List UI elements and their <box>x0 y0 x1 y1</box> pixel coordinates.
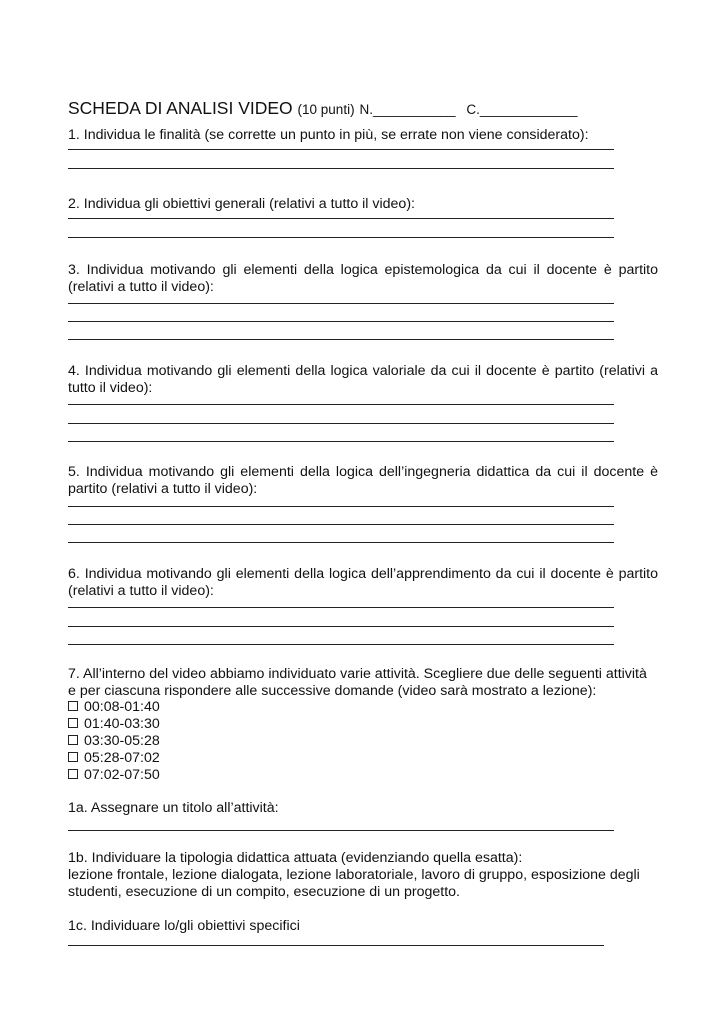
answer-line[interactable] <box>68 339 614 340</box>
didactic-type-options: lezione frontale, lezione dialogata, lezione laboratoriale, lavoro di gruppo, esposizione degli studenti, esecuzione di un compito, esecuzione di un progetto. <box>68 867 640 900</box>
question-6: 6. Individua motivando gli elementi della logica dell’apprendimento da cui il docente è partito (relativi a tutto il video): <box>68 566 658 599</box>
answer-line[interactable] <box>68 945 604 946</box>
answer-line[interactable] <box>68 321 614 322</box>
time-option-checkbox[interactable]: 00:08-01:40 <box>68 699 658 716</box>
answer-line[interactable] <box>68 168 614 169</box>
checkbox-icon[interactable] <box>68 701 78 711</box>
question-5: 5. Individua motivando gli elementi della logica dell’ingegneria didattica da cui il docente è partito (relativi a tutto il video): <box>68 464 658 497</box>
checkbox-icon[interactable] <box>68 735 78 745</box>
time-option-checkbox[interactable]: 05:28-07:02 <box>68 750 658 767</box>
worksheet-title <box>68 100 658 118</box>
c-field: C._____________ <box>466 102 578 117</box>
question-1: 1. Individua le finalità (se corrette un punto in più, se errate non viene considerato): <box>68 127 589 143</box>
question-4: 4. Individua motivando gli elementi della logica valoriale da cui il docente è partito (relativi a tutto il video): <box>68 363 658 396</box>
answer-line[interactable] <box>68 506 614 507</box>
sub-question-1b: 1b. Individuare la tipologia didattica attuata (evidenziando quella esatta): <box>68 850 523 866</box>
time-option-checkbox[interactable]: 07:02-07:50 <box>68 767 658 784</box>
answer-line[interactable] <box>68 830 614 831</box>
points-label: (10 punti) <box>297 102 355 117</box>
checkbox-icon[interactable] <box>68 769 78 779</box>
answer-line[interactable] <box>68 149 614 150</box>
answer-line[interactable] <box>68 404 614 405</box>
answer-line[interactable] <box>68 303 614 304</box>
question-3: 3. Individua motivando gli elementi della logica epistemologica da cui il docente è partito (relativi a tutto il video): <box>68 262 658 295</box>
title-text: SCHEDA DI ANALISI VIDEO <box>68 98 293 118</box>
question-2: 2. Individua gli obiettivi generali (relativi a tutto il video): <box>68 196 415 212</box>
sub-question-1a: 1a. Assegnare un titolo all’attività: <box>68 800 279 816</box>
answer-line[interactable] <box>68 644 614 645</box>
time-option-checkbox[interactable]: 03:30-05:28 <box>68 733 658 750</box>
checkbox-icon[interactable] <box>68 718 78 728</box>
time-option-checkbox[interactable]: 01:40-03:30 <box>68 716 658 733</box>
answer-line[interactable] <box>68 626 614 627</box>
n-field: N.___________ <box>359 102 456 117</box>
question-7: 7. All’interno del video abbiamo individuato varie attività. Scegliere due delle seguenti attività e per ciascuna rispondere alle successive domande (video sarà mostrato a lezione): <box>68 666 647 699</box>
answer-line[interactable] <box>68 441 614 442</box>
answer-line[interactable] <box>68 542 614 543</box>
answer-line[interactable] <box>68 607 614 608</box>
checkbox-icon[interactable] <box>68 752 78 762</box>
time-options-list <box>68 699 658 784</box>
answer-line[interactable] <box>68 237 614 238</box>
sub-question-1c: 1c. Individuare lo/gli obiettivi specifici <box>68 918 300 934</box>
answer-line[interactable] <box>68 423 614 424</box>
answer-line[interactable] <box>68 218 614 219</box>
answer-line[interactable] <box>68 524 614 525</box>
